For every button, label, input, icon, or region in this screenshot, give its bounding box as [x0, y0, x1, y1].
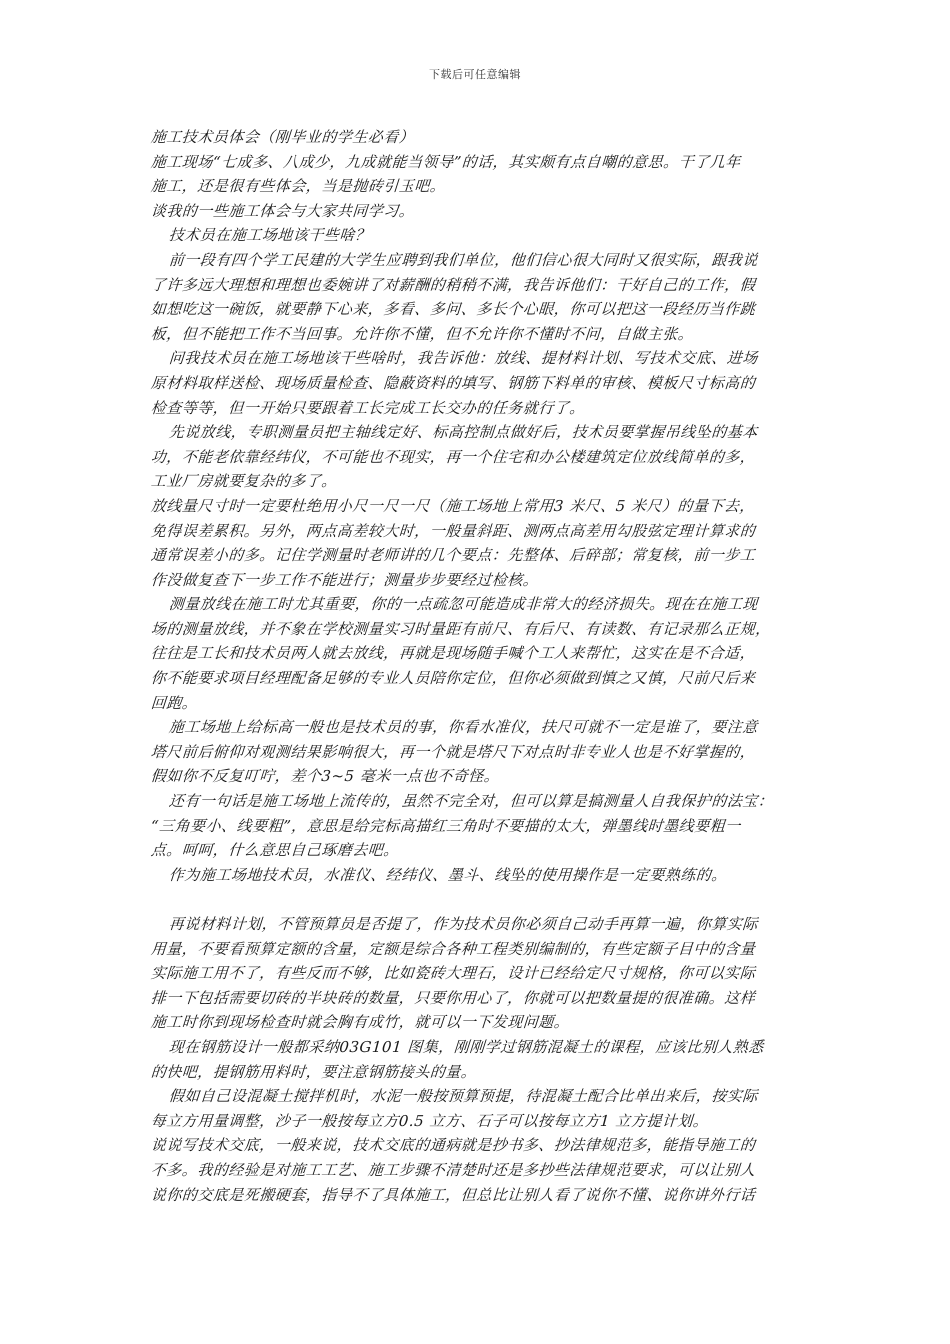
- text-line: 作为施工场地技术员，水准仪、经纬仪、墨斗、线坠的使用操作是一定要熟练的。: [168, 865, 728, 884]
- page-header: 下载后可任意编辑: [429, 68, 521, 81]
- text-line: 施工时你到现场检查时就会胸有成竹，就可以一下发现问题。: [150, 1013, 571, 1032]
- text-line: 不多。我的经验是对施工工艺、施工步骤不清楚时还是多抄些法律规范要求，可以让别人: [150, 1160, 757, 1179]
- text-line: 的快吧，提钢筋用料时，要注意钢筋接头的量。: [150, 1062, 478, 1081]
- text-line: 作没做复查下一步工作不能进行；测量步步要经过检核。: [150, 570, 540, 589]
- text-line: 通常误差小的多。记住学测量时老师讲的几个要点：先整体、后碎部；常复核，前一步工: [150, 546, 757, 565]
- text-line: 施工，还是很有些体会，当是抛砖引玉吧。: [150, 177, 447, 196]
- text-line: 了许多远大理想和理想也委婉讲了对薪酬的稍稍不满，我告诉他们：干好自己的工作，假: [150, 275, 757, 294]
- text-line: 放线量尺寸时一定要杜绝用小尺一尺一尺（施工场地上常用3 米尺、5 米尺）的量下去，: [150, 496, 756, 515]
- text-line: 回跑。: [150, 693, 199, 712]
- text-line: 用量，不要看预算定额的含量，定额是综合各种工程类别编制的，有些定额子目中的含量: [150, 939, 757, 958]
- text-line: 实际施工用不了，有些反而不够，比如瓷砖大理石，设计已经给定尺寸规格，你可以实际: [150, 964, 757, 983]
- text-line: 免得误差累积。另外，两点高差较大时，一般量斜距、测两点高差用勾股弦定理计算求的: [150, 521, 757, 540]
- text-line: 如想吃这一碗饭，就要静下心来，多看、多问、多长个心眼，你可以把这一段经历当作跳: [150, 300, 757, 319]
- text-line: 前一段有四个学工民建的大学生应聘到我们单位，他们信心很大同时又很实际，跟我说: [168, 250, 759, 269]
- text-line: “三角要小、线要粗”，意思是给完标高描红三角时不要描的太大，弹墨线时墨线要粗一: [150, 816, 742, 835]
- article-body: [150, 125, 810, 1207]
- text-line: 检查等等，但一开始只要跟着工长完成工长交办的任务就行了。: [150, 398, 586, 417]
- text-line: 先说放线，专职测量员把主轴线定好、标高控制点做好后，技术员要掌握吊线坠的基本: [168, 423, 759, 442]
- text-line: 说你的交底是死搬硬套，指导不了具体施工，但总比让别人看了说你不懂、说你讲外行话: [150, 1185, 757, 1204]
- text-line: 说说写技术交底，一般来说，技术交底的通病就是抄书多、抄法律规范多，能指导施工的: [150, 1136, 757, 1155]
- text-line: 施工现场“七成多、八成少，九成就能当领导”的话，其实颇有点自嘲的意思。干了几年: [150, 152, 742, 171]
- text-line: 再说材料计划，不管预算员是否提了，作为技术员你必须自己动手再算一遍，你算实际: [168, 915, 759, 933]
- text-line: 假如自己设混凝土搅拌机时，水泥一般按预算预提，待混凝土配合比单出来后，按实际: [168, 1087, 759, 1106]
- text-line: 假如你不反复叮咛，差个3~5 毫米一点也不奇怪。: [150, 767, 500, 786]
- blank-line: [150, 887, 812, 912]
- text-line: 你不能要求项目经理配备足够的专业人员陪你定位，但你必须做到慎之又慎，尺前尺后来: [150, 669, 757, 688]
- text-line: 施工场地上给标高一般也是技术员的事，你看水准仪，扶尺可就不一定是谁了，要注意: [168, 718, 759, 737]
- text-line: 工业厂房就要复杂的多了。: [150, 472, 338, 491]
- text-line: 现在钢筋设计一般都采纳03G101 图集，刚刚学过钢筋混凝土的课程，应该比别人熟悉: [168, 1037, 765, 1056]
- article-title: 施工技术员体会（刚毕业的学生必看）: [150, 128, 416, 146]
- text-line: 往往是工长和技术员两人就去放线，再就是现场随手喊个工人来帮忙，这实在是不合适，: [150, 644, 757, 663]
- text-line: 测量放线在施工时尤其重要，你的一点疏忽可能造成非常大的经济损失。现在在施工现: [168, 595, 759, 614]
- text-line: 板，但不能把工作不当回事。允许你不懂，但不允许你不懂时不问，自做主张。: [150, 324, 695, 343]
- text-line: 还有一句话是施工场地上流传的，虽然不完全对，但可以算是搞测量人自我保护的法宝：: [168, 792, 775, 811]
- text-line: 谈我的一些施工体会与大家共同学习。: [150, 201, 416, 220]
- text-line: 塔尺前后俯仰对观测结果影响很大，再一个就是塔尺下对点时非专业人也是不好掌握的，: [150, 742, 757, 761]
- text-line: 原材料取样送检、现场质量检查、隐蔽资料的填写、钢筋下料单的审核、模板尺寸标高的: [150, 373, 757, 392]
- text-line: 点。呵呵，什么意思自己琢磨去吧。: [150, 841, 400, 860]
- text-line: 排一下包括需要切砖的半块砖的数量，只要你用心了，你就可以把数量提的很准确。这样: [150, 988, 757, 1007]
- section-heading: 技术员在施工场地该干些啥？: [168, 226, 372, 245]
- text-line: 功，不能老依靠经纬仪，不可能也不现实，再一个住宅和办公楼建筑定位放线简单的多，: [150, 447, 757, 466]
- text-line: 问我技术员在施工场地该干些啥时，我告诉他：放线、提材料计划、写技术交底、进场: [168, 349, 759, 368]
- text-line: 场的测量放线，并不象在学校测量实习时量距有前尺、有后尺、有读数、有记录那么正规，: [150, 619, 772, 638]
- text-line: 每立方用量调整，沙子一般按每立方0.5 立方、石子可以按每立方1 立方提计划。: [150, 1111, 709, 1130]
